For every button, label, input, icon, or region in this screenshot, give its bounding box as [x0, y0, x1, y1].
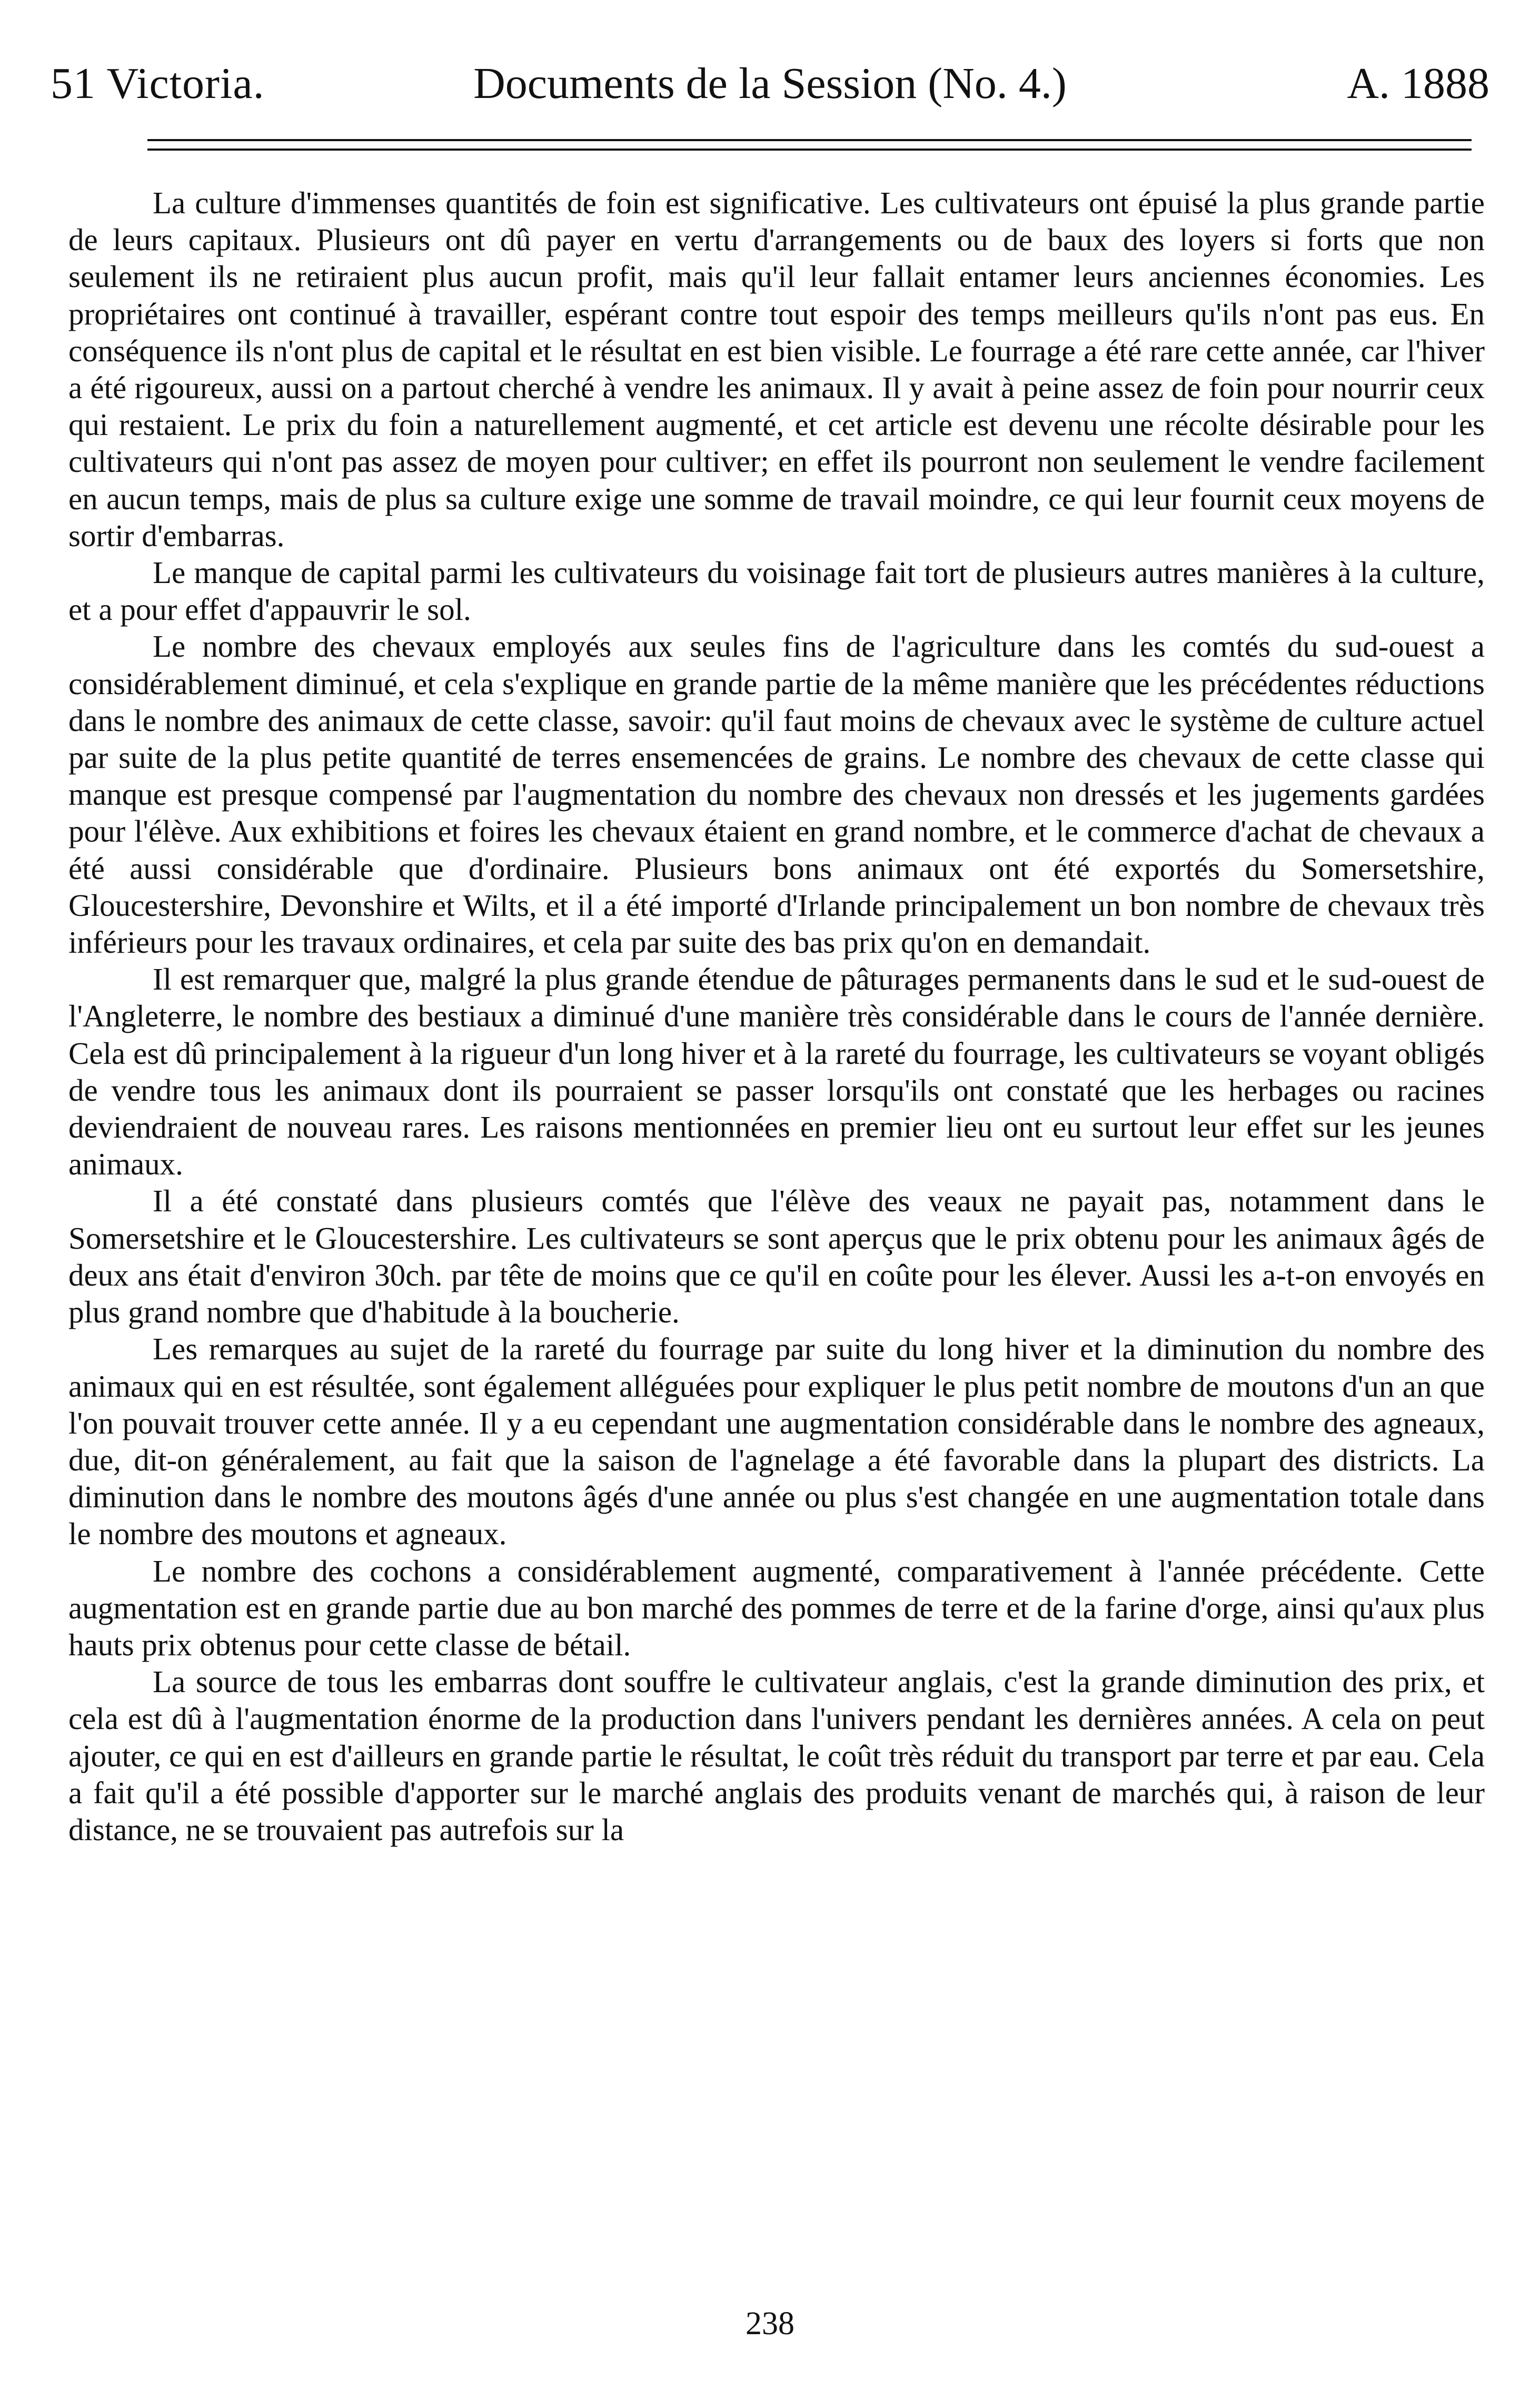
body-text — [68, 184, 1485, 1848]
header-rule-top — [147, 139, 1472, 141]
header-volume: 51 Victoria. — [51, 59, 265, 108]
header-title: Documents de la Session (No. 4.) — [473, 59, 1067, 108]
paragraph-prices: La source de tous les embarras dont souffre le cultivateur anglais, c'est la grande diminution des prix, et cela est dû à l'augmentation énorme de la production dans l'univers pendant les dernières années. A cela on peut ajouter, ce qui en est d'ailleurs en grande partie le résultat, le coût très réduit du transport par terre et par eau. Cela a fait qu'il a été possible d'apporter sur le marché anglais des produits venant de marchés qui, à raison de leur distance, ne se trouvaient pas autrefois sur la — [68, 1664, 1485, 1847]
paragraph-calves: Il a été constaté dans plusieurs comtés que l'élève des veaux ne payait pas, notamment dans le Somersetshire et le Gloucestershire. Les cultivateurs se sont aperçus que le prix obtenu pour les animaux âgés de deux ans était d'environ 30ch. par tête de moins que ce qu'il en coûte pour les élever. Aussi les a-t-on envoyés en plus grand nombre que d'habitude à la boucherie. — [68, 1183, 1485, 1330]
paragraph-sheep: Les remarques au sujet de la rareté du fourrage par suite du long hiver et la diminution du nombre des animaux qui en est résultée, sont également alléguées pour expliquer le plus petit nombre de moutons d'un an que l'on pouvait trouver cette année. Il y a eu cependant une augmentation considérable dans le nombre des agneaux, due, dit-on généralement, au fait que la saison de l'agnelage a été favorable dans la plupart des districts. La diminution dans le nombre des moutons âgés d'une année ou plus s'est changée en une augmentation totale dans le nombre des moutons et agneaux. — [68, 1331, 1485, 1552]
paragraph-pigs: Le nombre des cochons a considérablement augmenté, comparativement à l'année précédente. Cette augmentation est en grande partie due au bon marché des pommes de terre et de la farine d'orge, ainsi qu'aux plus hauts prix obtenus pour cette classe de bétail. — [68, 1553, 1485, 1662]
paragraph-hay-culture: La culture d'immenses quantités de foin est significative. Les cultivateurs ont épuisé la plus grande partie de leurs capitaux. Plusieurs ont dû payer en vertu d'arrangements ou de baux des loyers si forts que non seulement ils ne retiraient plus aucun profit, mais qu'il leur fallait entamer leurs anciennes économies. Les propriétaires ont continué à travailler, espérant contre tout espoir des temps meilleurs qu'ils n'ont pas eus. En conséquence ils n'ont plus de capital et le résultat en est bien visible. Le fourrage a été rare cette année, car l'hiver a été rigoureux, aussi on a partout cherché à vendre les animaux. Il y avait à peine assez de foin pour nourrir ceux qui restaient. Le prix du foin a naturellement augmenté, et cet article est devenu une récolte désirable pour les cultivateurs qui n'ont pas assez de moyen pour cultiver; en effet ils pourront non seulement le vendre facilement en aucun temps, mais de plus sa culture exige une somme de travail moindre, ce qui leur fournit ceux moyens de sortir d'embarras. — [68, 185, 1485, 553]
header-year: A. 1888 — [1347, 59, 1489, 108]
paragraph-cattle: Il est remarquer que, malgré la plus grande étendue de pâturages permanents dans le sud et le sud-ouest de l'Angleterre, le nombre des bestiaux a diminué d'une manière très considérable dans le cours de l'année dernière. Cela est dû principalement à la rigueur d'un long hiver et à la rareté du fourrage, les cultivateurs se voyant obligés de vendre tous les animaux dont ils pourraient se passer lorsqu'ils ont constaté que les herbages ou racines deviendraient de nouveau rares. Les raisons mentionnées en premier lieu ont eu surtout leur effet sur les jeunes animaux. — [68, 962, 1485, 1182]
paragraph-horses: Le nombre des chevaux employés aux seules fins de l'agriculture dans les comtés du sud-ouest a considérablement diminué, et cela s'explique en grande partie de la même manière que les précédentes réductions dans le nombre des animaux de cette classe, savoir: qu'il faut moins de chevaux avec le système de culture actuel par suite de la plus petite quantité de terres ensemencées de grains. Le nombre des chevaux de cette classe qui manque est presque compensé par l'augmentation du nombre des chevaux non dressés et les jugements gardées pour l'élève. Aux exhibitions et foires les chevaux étaient en grand nombre, et le commerce d'achat de chevaux a été aussi considérable que d'ordinaire. Plusieurs bons animaux ont été exportés du Somersetshire, Gloucestershire, Devonshire et Wilts, et il a été importé d'Irlande principalement un bon nombre de chevaux très inférieurs pour les travaux ordinaires, et cela par suite des bas prix qu'on en demandait. — [68, 629, 1485, 960]
running-header — [51, 55, 1489, 113]
page-number: 238 — [746, 2306, 794, 2342]
header-rule-bottom — [147, 149, 1472, 151]
paragraph-capital-shortage: Le manque de capital parmi les cultivateurs du voisinage fait tort de plusieurs autres manières à la culture, et a pour effet d'appauvrir le sol. — [68, 555, 1485, 627]
